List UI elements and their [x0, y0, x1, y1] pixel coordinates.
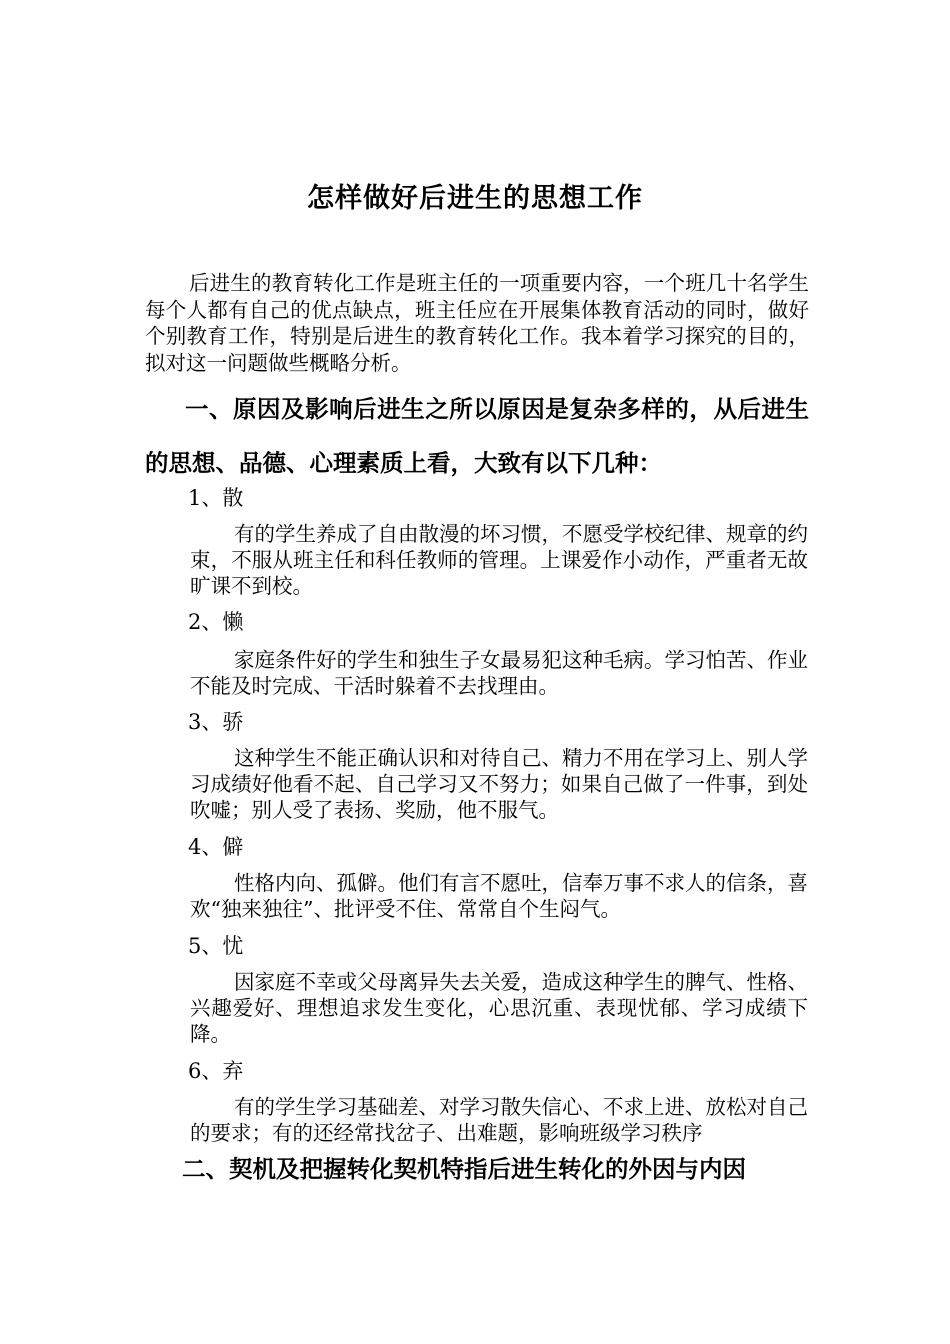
document-title: 怎样做好后进生的思想工作	[307, 183, 643, 214]
item-5-text: 因家庭不幸或父母离异失去关爱，造成这种学生的脾气、性格、兴趣爱好、理想追求发生变化，心思沉重、表现忧郁、学习成绩下降。	[190, 970, 808, 1046]
item-2-text: 家庭条件好的学生和独生子女最易犯这种毛病。学习怕苦、作业不能及时完成、干活时躲着不去找理由。	[190, 648, 808, 698]
section-1-heading: 一、原因及影响后进生之所以原因是复杂多样的，从后进生的思想、品德、心理素质上看，大致有以下几种：	[145, 395, 809, 477]
item-1-label: 1、散	[188, 486, 244, 510]
item-4-text: 性格内向、孤僻。他们有言不愿吐，信奉万事不求人的信条，喜欢“独来独往”、批评受不住、常常自个生闷气。	[190, 871, 808, 921]
item-6-text: 有的学生学习基础差、对学习散失信心、不求上进、放松对自己的要求；有的还经常找岔子、出难题，影响班级学习秩序	[190, 1095, 808, 1145]
item-5-label: 5、忧	[188, 934, 244, 958]
item-3-text: 这种学生不能正确认识和对待自己、精力不用在学习上、别人学习成绩好他看不起、自己学习又不努力；如果自己做了一件事，到处吹嘘；别人受了表扬、奖励，他不服气。	[190, 746, 808, 822]
intro-paragraph: 后进生的教育转化工作是班主任的一项重要内容，一个班几十名学生每个人都有自己的优点缺点，班主任应在开展集体教育活动的同时，做好个别教育工作，特别是后进生的教育转化工作。我本着学习探究的目的，拟对这一问题做些概略分析。	[145, 271, 809, 375]
item-6-label: 6、弃	[188, 1059, 244, 1083]
item-3-label: 3、骄	[188, 710, 244, 734]
section-2-heading: 二、契机及把握转化契机特指后进生转化的外因与内因	[182, 1155, 746, 1183]
item-4-label: 4、僻	[188, 835, 244, 859]
item-2-label: 2、懒	[188, 610, 244, 634]
item-1-text: 有的学生养成了自由散漫的坏习惯，不愿受学校纪律、规章的约束，不服从班主任和科任教师的管理。上课爱作小动作，严重者无故旷课不到校。	[190, 522, 808, 598]
